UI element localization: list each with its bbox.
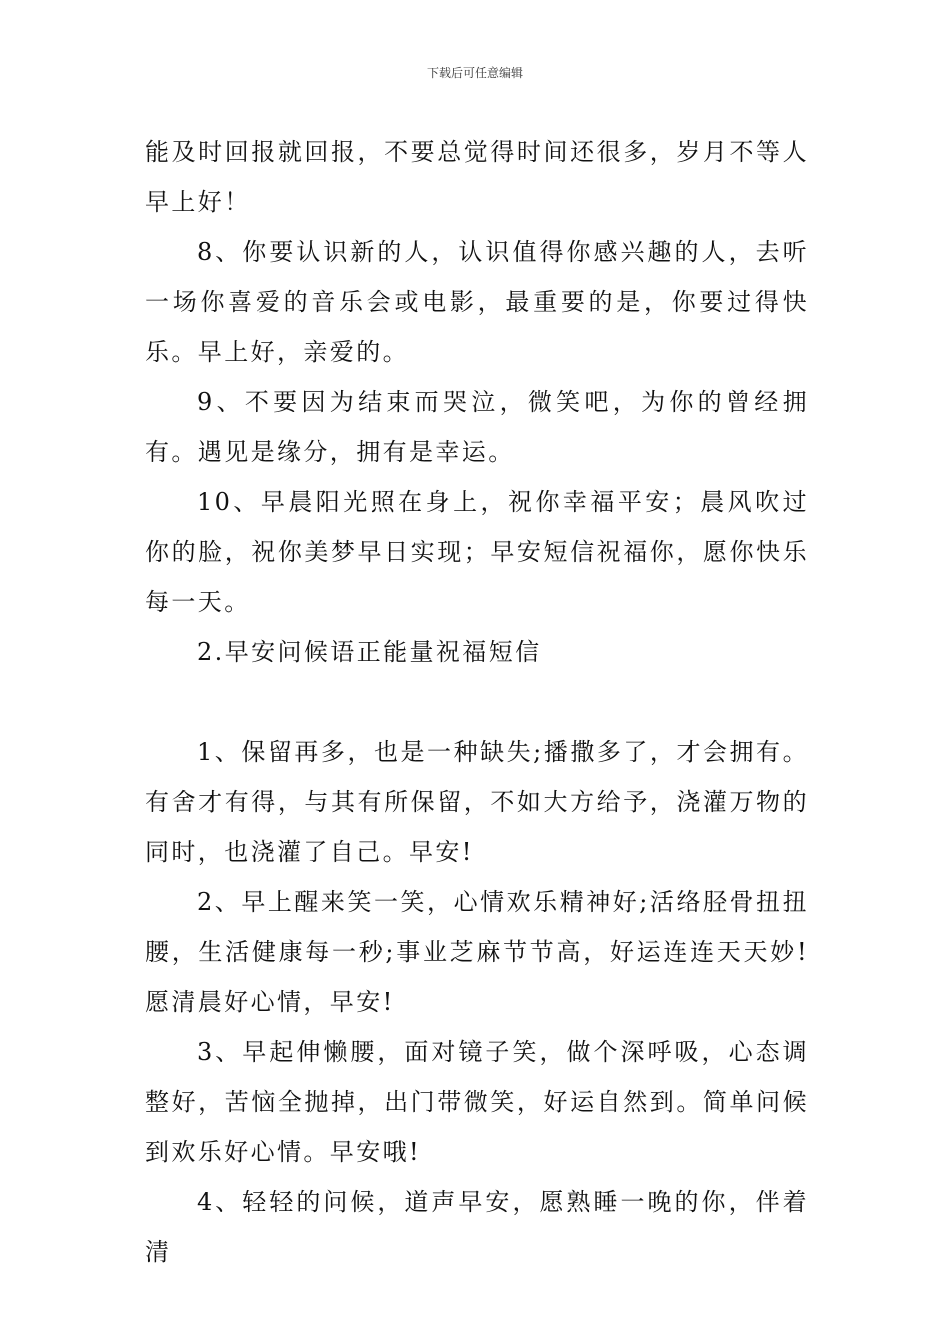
paragraph: 4、轻轻的问候，道声早安，愿熟睡一晚的你，伴着清 [145, 1188, 809, 1266]
document-body [145, 127, 809, 1277]
paragraph: 8、你要认识新的人，认识值得你感兴趣的人，去听一场你喜爱的音乐会或电影，最重要的是，你要过得快乐。早上好，亲爱的。 [145, 238, 809, 366]
paragraph: 10、早晨阳光照在身上，祝你幸福平安；晨风吹过你的脸，祝你美梦早日实现；早安短信祝福你，愿你快乐每一天。 [145, 488, 809, 616]
paragraph: 3、早起伸懒腰，面对镜子笑，做个深呼吸，心态调整好，苦恼全抛掉，出门带微笑，好运自然到。简单问候到欢乐好心情。早安哦! [145, 1038, 809, 1166]
paragraph: 1、保留再多，也是一种缺失;播撒多了，才会拥有。有舍才有得，与其有所保留，不如大方给予，浇灌万物的同时，也浇灌了自己。早安! [145, 738, 809, 866]
paragraph: 2、早上醒来笑一笑，心情欢乐精神好;活络胫骨扭扭腰，生活健康每一秒;事业芝麻节节高，好运连连天天妙!愿清晨好心情，早安! [145, 888, 809, 1016]
paragraph: 能及时回报就回报，不要总觉得时间还很多，岁月不等人早上好！ [145, 138, 809, 216]
section-heading: 2.早安问候语正能量祝福短信 [197, 638, 542, 666]
page-header: 下载后可任意编辑 [426, 66, 523, 80]
paragraph: 9、不要因为结束而哭泣，微笑吧，为你的曾经拥有。遇见是缘分，拥有是幸运。 [145, 388, 809, 466]
